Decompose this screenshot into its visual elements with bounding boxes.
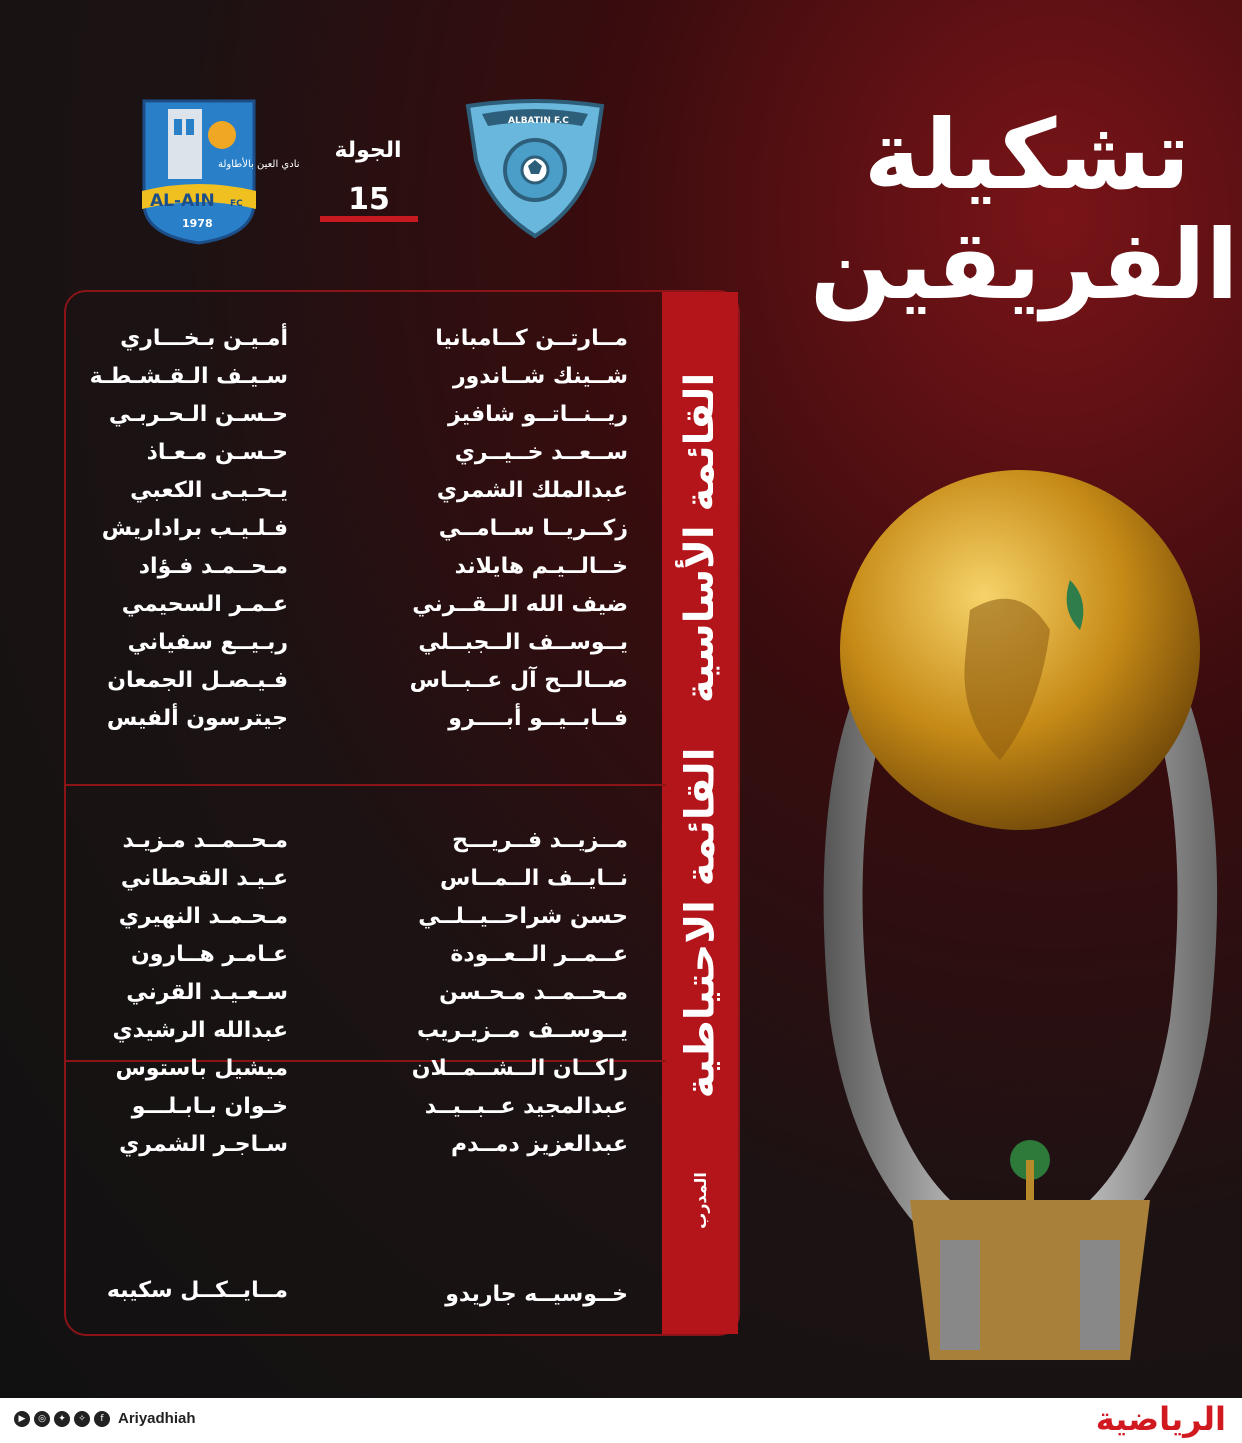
al-ain-logo-text: AL-AIN [150,191,215,211]
al-batin-logo-text: ALBATIN F.C [508,116,569,126]
list-item: مــزيــد فــريـــح [452,828,628,853]
list-item: مـحـمـد النهيري [118,904,288,929]
list-item: مـحــمـد فـؤاد [138,554,288,579]
al-ain-logo-sub: FC [230,199,243,209]
list-item: عــمــر الــعــودة [450,942,628,967]
lineup-panel [64,290,740,1336]
list-item: سـيـف الـقـشـطـة [89,364,288,389]
list-item: عـامـر هــارون [131,942,288,967]
list-item: مـحــمــد مـزيـد [122,828,288,853]
list-item: سـعـيـد القرني [126,980,288,1005]
list-item: صــالــح آل عــبــاس [409,668,628,693]
coach-label: المدرب [690,1171,710,1229]
list-item: عبدالملك الشمري [436,478,628,503]
list-item: فـيـصـل الجمعان [107,668,288,693]
list-item: أمـيـن بـخـــاري [120,326,288,351]
title-line-2: الفريقين [810,209,1239,322]
list-item: مـحــمــد مـحـسن [439,980,628,1005]
section-divider [66,784,666,786]
list-item: سـاجـر الشمري [119,1132,288,1157]
list-item: زكــريــا ســامــي [438,516,628,541]
list-item: خـوان بـابـلـــو [131,1094,288,1119]
substitutes-label: القائمة الاحتياطية [677,747,724,1099]
page-title [810,99,1239,322]
snapchat-icon[interactable]: ✦ [54,1411,70,1427]
brand-logo: الرياضية [1095,1400,1226,1438]
twitter-icon[interactable]: ✧ [74,1411,90,1427]
al-batin-logo [462,96,608,240]
away-starting-list [88,320,288,738]
list-item: ســعــد خــيــري [454,440,628,465]
list-item: راكــان الــشــمــلان [411,1056,628,1081]
list-item: نــايــف الــمــاس [440,866,628,891]
list-item: عبدالله الرشيدي [112,1018,288,1043]
away-coach: مــايــكــل سكيبه [106,1278,288,1303]
home-coach: خــوسيــه جاريدو [445,1282,628,1307]
list-item: حسن شراحــيــلــي [418,904,628,929]
list-item: يـحـيـى الكعبي [130,478,288,503]
list-item: عبدالعزيز دمــدم [450,1132,628,1157]
instagram-icon[interactable]: ◎ [34,1411,50,1427]
social-handle: Ariyadhiah [118,1410,196,1427]
list-item: حـسـن الـحـربـي [108,402,288,427]
list-item: حـسـن مـعـاذ [146,440,288,465]
list-item: يــوســف الــجبــلي [418,630,628,655]
facebook-icon[interactable]: f [94,1411,110,1427]
list-item: ضيف الله الــقــرني [412,592,628,617]
trophy-illustration [790,460,1242,1400]
list-item: عبدالمجيد عــبــيــد [424,1094,628,1119]
list-item: ميشيل باستوس [115,1056,288,1081]
social-links [14,1410,196,1427]
list-item: يــوســف مــزيـريب [417,1018,628,1043]
title-line-1: تشكيلة [863,99,1190,211]
al-ain-logo-year: 1978 [182,217,213,230]
list-item: فــابــيــو أبــــرو [448,706,628,731]
al-ain-logo [138,95,300,245]
away-substitutes-list [88,822,288,1164]
list-item: خــالــيـم هايلاند [454,554,628,579]
list-item: فـلـيـب براداريش [101,516,288,541]
list-item: مــارتــن كــامبانيا [435,326,628,351]
youtube-icon[interactable]: ▶ [14,1411,30,1427]
list-item: ريــنــاتــو شافيز [448,402,628,427]
home-substitutes-list [368,822,628,1164]
list-item: عـيـد القحطاني [120,866,288,891]
list-item: جيترسون ألفيس [106,706,288,731]
home-starting-list [368,320,628,738]
list-item: شــينك شــاندور [452,364,628,389]
list-item: ربـيــع سفياني [127,630,288,655]
list-item: عـمـر السحيمي [121,592,288,617]
round-label: الجولة [334,138,402,163]
starting-label: القائمة الأساسية [677,372,723,704]
al-ain-logo-arabic: نادي العين بالأطاولة [218,159,300,170]
section-sidebar [662,292,738,1334]
round-number: 15 [320,182,418,222]
footer [0,1398,1242,1443]
